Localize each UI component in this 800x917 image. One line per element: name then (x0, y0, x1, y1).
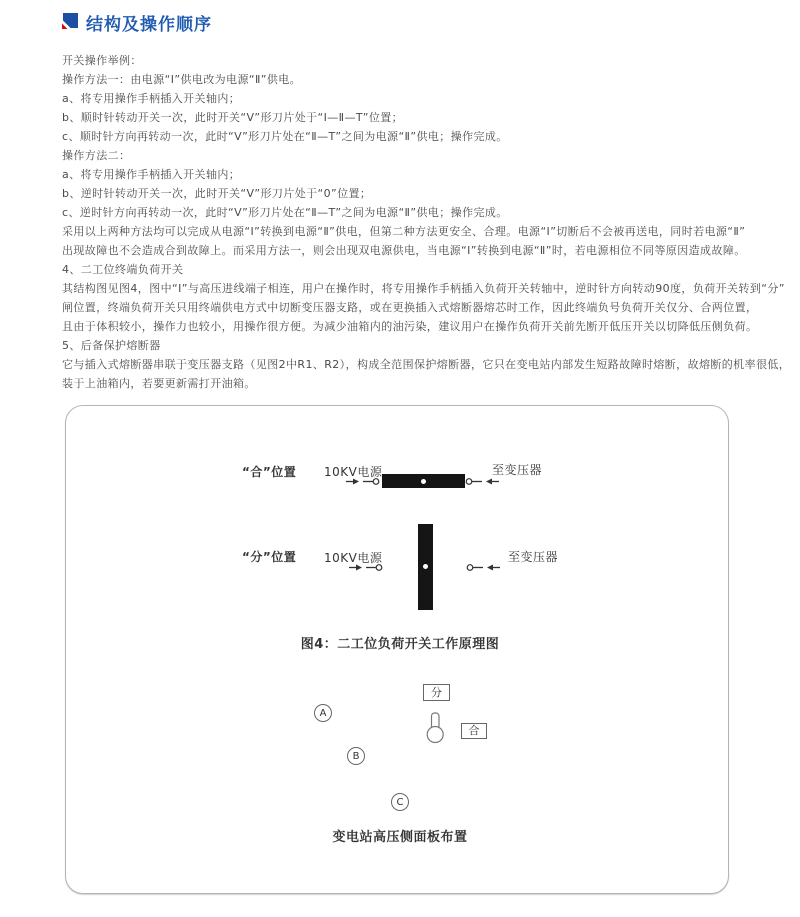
source-label-row2: 10KV电源 (324, 551, 383, 565)
flag-corner-icon (62, 13, 78, 29)
body-text-line: 操作方法一：由电源“Ⅰ”供电改为电源“Ⅱ”供电。 (62, 73, 302, 86)
body-text-line: c、顺时针方向再转动一次，此时“V”形刀片处在“Ⅱ—T”之间为电源“Ⅱ”供电；操作完成。 (62, 130, 508, 143)
marker-a: A (314, 704, 332, 722)
pivot-dot (423, 564, 428, 569)
body-text-line: c、逆时针方向再转动一次，此时“V”形刀片处在“Ⅱ—T”之间为电源“Ⅱ”供电；操作完成。 (62, 206, 508, 219)
marker-b: B (347, 747, 365, 765)
body-text-line: 其结构图见图4，图中“Ⅰ”与高压进线端子相连，用户在操作时，将专用操作手柄插入负荷开关转轴中，逆时针方向转动90度，负荷开关转到“分” (62, 282, 785, 295)
panel-caption: 变电站高压侧面板布置 (332, 830, 468, 845)
body-text-line: 操作方法二： (62, 149, 131, 162)
body-text-line: b、逆时针转动开关一次，此时开关“V”形刀片处于“0”位置； (62, 187, 372, 200)
open-position-label: “分”位置 (242, 550, 297, 564)
close-indicator-box: 合 (461, 723, 487, 739)
body-text (62, 51, 791, 393)
switch-blade-open (418, 524, 433, 610)
body-text-line: 闸位置，终端负荷开关只用终端供电方式中切断变压器支路，或在更换插入式熔断器熔芯时工作，因此终端负号负荷开关仅分、合两位置， (62, 301, 758, 314)
figure-caption: 图4：二工位负荷开关工作原理图 (300, 637, 500, 652)
body-text-line: 装于上油箱内，若要更新需打开油箱。 (62, 377, 256, 390)
operating-handle-icon (423, 712, 448, 744)
body-text-line: 4、二工位终端负荷开关 (62, 263, 184, 276)
page-title: 结构及操作顺序 (86, 15, 212, 35)
closed-position-label: “合”位置 (242, 465, 297, 479)
dest-label-row2: 至变压器 (508, 550, 559, 564)
body-text-line: 开关操作举例： (62, 54, 142, 67)
marker-c: C (391, 793, 409, 811)
source-label-row1: 10KV电源 (324, 465, 383, 479)
body-text-line: a、将专用操作手柄插入开关轴内； (62, 168, 241, 181)
body-text-line: 且由于体积较小，操作力也较小，用操作很方便。为减少油箱内的油污染，建议用户在操作负荷开关前先断开低压开关以切降低压侧负荷。 (62, 320, 758, 333)
body-text-line: a、将专用操作手柄插入开关轴内； (62, 92, 241, 105)
body-text-line: 它与插入式熔断器串联于变压器支路（见图2中R1、R2），构成全范围保护熔断器，它只在变电站内部发生短路故障时熔断，故熔断的机率很低， (62, 358, 791, 371)
open-indicator-box: 分 (423, 684, 450, 701)
arrow-out-icon (466, 562, 500, 573)
body-text-line: 出现故障也不会造成合到故障上。而采用方法一，则会出现双电源供电，当电源“Ⅰ”转换到电源“Ⅱ”时，若电源相位不同等原因造成故障。 (62, 244, 746, 257)
body-text-line: b、顺时针转动开关一次，此时开关“V”形刀片处于“Ⅰ—Ⅱ—T”位置； (62, 111, 404, 124)
body-text-line: 5、后备保护熔断器 (62, 339, 161, 352)
pivot-dot (421, 479, 426, 484)
arrow-in-icon (349, 562, 383, 573)
switch-blade-closed (382, 474, 465, 488)
body-text-line: 采用以上两种方法均可以完成从电源“Ⅰ”转换到电源“Ⅱ”供电，但第二种方法更安全、合理。电源“Ⅰ”切断后不会被再送电，同时若电源“Ⅱ” (62, 225, 746, 238)
arrow-in-icon (346, 476, 380, 487)
dest-label-row1: 至变压器 (492, 463, 543, 477)
